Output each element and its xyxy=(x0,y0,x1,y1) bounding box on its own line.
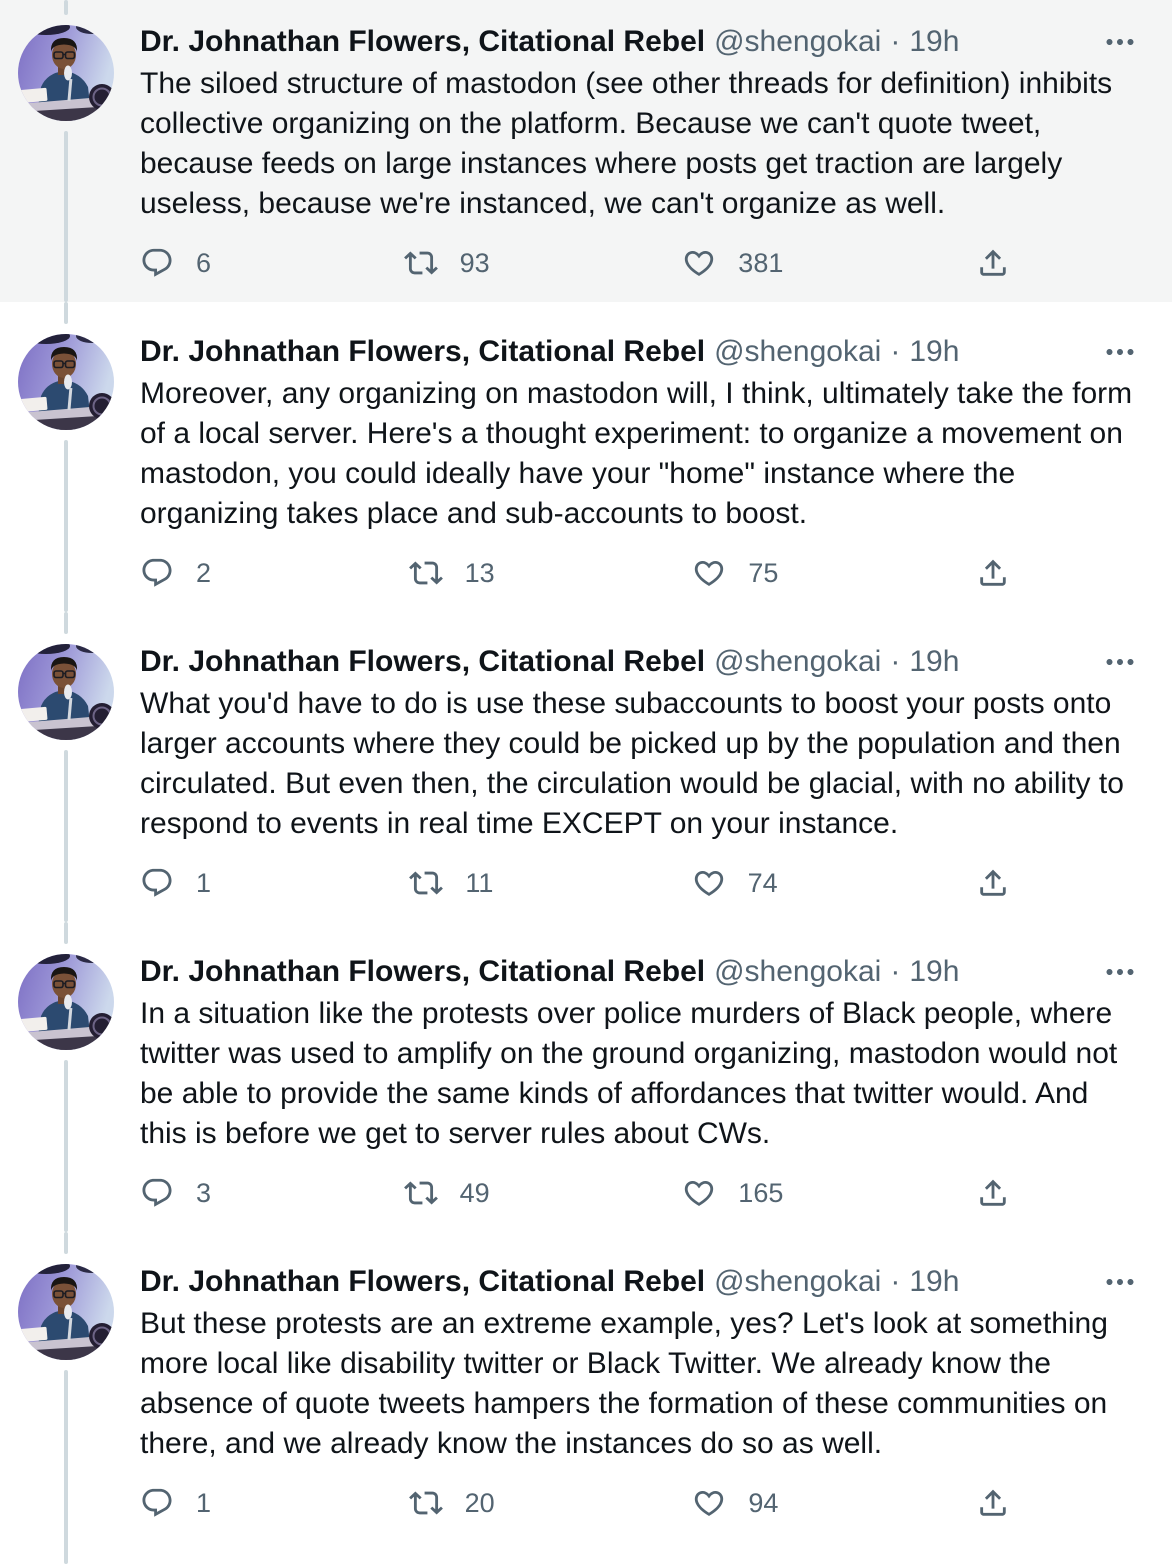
reply-count: 3 xyxy=(196,1178,212,1208)
heart-outline-icon xyxy=(682,246,716,280)
tweet-header xyxy=(140,642,1140,682)
retweet-button[interactable] xyxy=(404,246,490,280)
reply-icon xyxy=(140,246,174,280)
like-button[interactable] xyxy=(692,556,778,590)
thread-gutter xyxy=(0,302,140,612)
more-button[interactable] xyxy=(1100,1264,1140,1300)
more-horizontal-icon xyxy=(1102,954,1138,990)
tweet-text: Moreover, any organizing on mastodon will, I think, ultimately take the form of a local server. Here's a thought experiment: to organize a movement on mastodon, you could ideally have your "home" instance where the organizing takes place and sub-accounts to boost. xyxy=(140,377,1133,530)
meta-separator: · xyxy=(890,955,901,988)
tweet-timestamp[interactable]: 19h xyxy=(909,1265,960,1298)
share-button[interactable] xyxy=(976,246,1010,280)
author-name[interactable]: Dr. Johnathan Flowers, Citational Rebel xyxy=(140,645,706,678)
reply-button[interactable] xyxy=(140,1486,211,1520)
heart-outline-icon xyxy=(692,1486,726,1520)
profile-photo-icon xyxy=(18,25,114,121)
tweet-header xyxy=(140,952,1140,992)
retweet-count: 20 xyxy=(464,1488,495,1518)
tweet-timestamp[interactable]: 19h xyxy=(909,645,960,678)
like-button[interactable] xyxy=(682,246,783,280)
profile-photo-icon xyxy=(18,1264,114,1360)
thread-gutter xyxy=(0,0,140,302)
tweet-header xyxy=(140,22,1140,62)
tweet-content xyxy=(140,1232,1172,1564)
retweet-count: 49 xyxy=(459,1178,490,1208)
heart-outline-icon xyxy=(692,866,726,900)
tweet-timestamp[interactable]: 19h xyxy=(909,25,960,58)
thread-line xyxy=(64,1370,68,1564)
share-upload-icon xyxy=(976,556,1010,590)
tweet[interactable] xyxy=(0,922,1172,1232)
like-button[interactable] xyxy=(692,866,778,900)
reply-count: 1 xyxy=(196,868,212,898)
thread-line xyxy=(64,302,68,324)
more-button[interactable] xyxy=(1100,24,1140,60)
thread-line xyxy=(64,1232,68,1254)
more-horizontal-icon xyxy=(1102,334,1138,370)
author-handle[interactable]: @shengokai xyxy=(714,955,882,988)
more-button[interactable] xyxy=(1100,954,1140,990)
tweet-actions xyxy=(140,1170,1010,1216)
thread-line xyxy=(64,922,68,944)
tweet-timestamp[interactable]: 19h xyxy=(909,955,960,988)
reply-icon xyxy=(140,1486,174,1520)
reply-button[interactable] xyxy=(140,556,211,590)
reply-button[interactable] xyxy=(140,866,211,900)
tweet[interactable] xyxy=(0,1232,1172,1564)
reply-icon xyxy=(140,556,174,590)
retweet-icon xyxy=(409,1486,443,1520)
tweet-header xyxy=(140,1262,1140,1302)
reply-button[interactable] xyxy=(140,246,211,280)
like-button[interactable] xyxy=(692,1486,778,1520)
author-name[interactable]: Dr. Johnathan Flowers, Citational Rebel xyxy=(140,335,706,368)
reply-button[interactable] xyxy=(140,1176,211,1210)
retweet-icon xyxy=(404,246,438,280)
retweet-button[interactable] xyxy=(409,1486,495,1520)
like-count: 74 xyxy=(747,868,778,898)
reply-count: 1 xyxy=(196,1488,212,1518)
share-button[interactable] xyxy=(976,1486,1010,1520)
tweet-text: But these protests are an extreme example, yes? Let's look at something more local like disability twitter or Black Twitter. We already know the absence of quote tweets hampers the formation of these communities on there, and we already know the instances do so as well. xyxy=(140,1307,1108,1460)
like-count: 381 xyxy=(738,248,784,278)
reply-icon xyxy=(140,1176,174,1210)
thread-gutter xyxy=(0,1232,140,1564)
retweet-count: 93 xyxy=(459,248,490,278)
tweet-text: The siloed structure of mastodon (see other threads for definition) inhibits collective organizing on the platform. Because we can't quote tweet, because feeds on large instances where posts get traction are largely useless, because we're instanced, we can't organize as well. xyxy=(140,67,1113,220)
author-handle[interactable]: @shengokai xyxy=(714,25,882,58)
more-horizontal-icon xyxy=(1102,1264,1138,1300)
avatar[interactable] xyxy=(18,1264,114,1360)
author-name[interactable]: Dr. Johnathan Flowers, Citational Rebel xyxy=(140,955,706,988)
avatar[interactable] xyxy=(18,954,114,1050)
tweet-content xyxy=(140,922,1172,1232)
more-button[interactable] xyxy=(1100,334,1140,370)
like-count: 165 xyxy=(738,1178,784,1208)
retweet-count: 11 xyxy=(465,868,494,898)
share-upload-icon xyxy=(976,1176,1010,1210)
avatar[interactable] xyxy=(18,644,114,740)
thread-line xyxy=(64,0,68,15)
tweet-text: What you'd have to do is use these subaccounts to boost your posts onto larger accounts where they could be picked up by the population and then circulated. But even then, the circulation would be glacial, with no ability to respond to events in real time EXCEPT on your instance. xyxy=(140,687,1124,840)
thread-line xyxy=(64,440,68,612)
share-button[interactable] xyxy=(976,556,1010,590)
meta-separator: · xyxy=(890,1265,901,1298)
reply-count: 2 xyxy=(196,558,212,588)
profile-photo-icon xyxy=(18,334,114,430)
tweet-content xyxy=(140,0,1172,302)
thread-line xyxy=(64,750,68,922)
tweet[interactable] xyxy=(0,302,1172,612)
retweet-count: 13 xyxy=(464,558,495,588)
like-count: 75 xyxy=(748,558,779,588)
more-horizontal-icon xyxy=(1102,24,1138,60)
heart-outline-icon xyxy=(682,1176,716,1210)
share-upload-icon xyxy=(976,866,1010,900)
retweet-icon xyxy=(409,866,443,900)
retweet-button[interactable] xyxy=(409,866,493,900)
more-button[interactable] xyxy=(1100,644,1140,680)
tweet-header xyxy=(140,332,1140,372)
avatar[interactable] xyxy=(18,334,114,430)
tweet[interactable] xyxy=(0,0,1172,302)
more-horizontal-icon xyxy=(1102,644,1138,680)
like-button[interactable] xyxy=(682,1176,783,1210)
author-handle[interactable]: @shengokai xyxy=(714,335,882,368)
share-upload-icon xyxy=(976,246,1010,280)
tweet[interactable] xyxy=(0,612,1172,922)
profile-photo-icon xyxy=(18,954,114,1050)
retweet-icon xyxy=(409,556,443,590)
tweet-timestamp[interactable]: 19h xyxy=(909,335,960,368)
share-button[interactable] xyxy=(976,866,1010,900)
share-button[interactable] xyxy=(976,1176,1010,1210)
thread-gutter xyxy=(0,922,140,1232)
meta-separator: · xyxy=(890,335,901,368)
profile-photo-icon xyxy=(18,644,114,740)
tweet-actions xyxy=(140,860,1010,906)
author-name[interactable]: Dr. Johnathan Flowers, Citational Rebel xyxy=(140,25,706,58)
tweet-content xyxy=(140,612,1172,922)
like-count: 94 xyxy=(748,1488,779,1518)
tweet-actions xyxy=(140,1480,1010,1526)
thread-gutter xyxy=(0,612,140,922)
tweet-actions xyxy=(140,550,1010,596)
reply-count: 6 xyxy=(196,248,212,278)
tweet-content xyxy=(140,302,1172,612)
tweet-text: In a situation like the protests over police murders of Black people, where twitter was used to amplify on the ground organizing, mastodon would not be able to provide the same kinds of affordances that twitter would. And this is before we get to server rules about CWs. xyxy=(140,997,1118,1150)
retweet-button[interactable] xyxy=(409,556,495,590)
retweet-button[interactable] xyxy=(404,1176,490,1210)
heart-outline-icon xyxy=(692,556,726,590)
avatar[interactable] xyxy=(18,25,114,121)
tweet-actions xyxy=(140,240,1010,286)
retweet-icon xyxy=(404,1176,438,1210)
reply-icon xyxy=(140,866,174,900)
thread-line xyxy=(64,1060,68,1232)
share-upload-icon xyxy=(976,1486,1010,1520)
author-handle[interactable]: @shengokai xyxy=(714,645,882,678)
thread-line xyxy=(64,131,68,302)
author-name[interactable]: Dr. Johnathan Flowers, Citational Rebel xyxy=(140,1265,706,1298)
meta-separator: · xyxy=(890,645,901,678)
meta-separator: · xyxy=(890,25,901,58)
author-handle[interactable]: @shengokai xyxy=(714,1265,882,1298)
thread-line xyxy=(64,612,68,634)
